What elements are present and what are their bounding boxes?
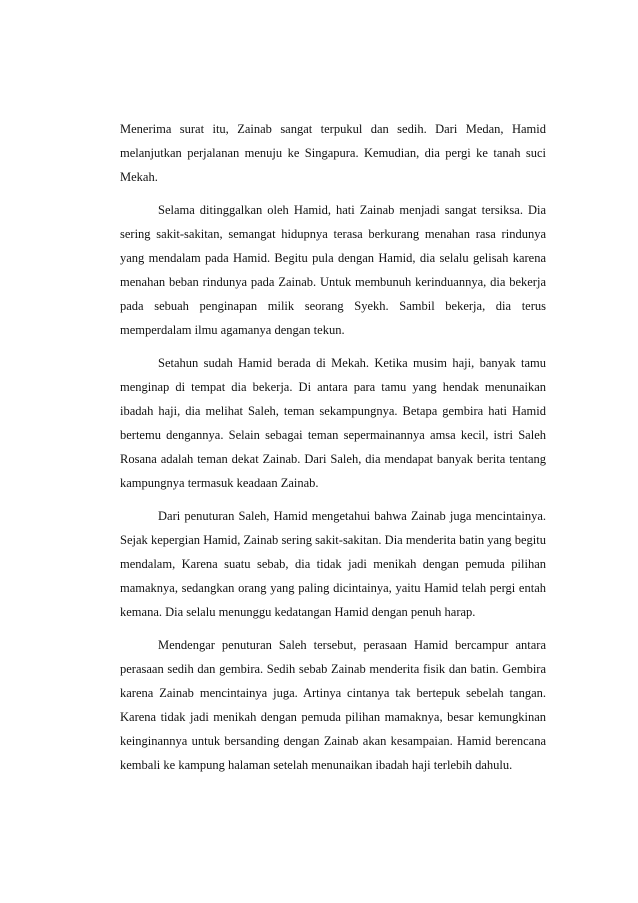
body-text [120,118,546,787]
paragraph-5: Mendengar penuturan Saleh tersebut, perasaan Hamid bercampur antara perasaan sedih dan gembira. Sedih sebab Zainab menderita fisik dan batin. Gembira karena Zainab mencintainya juga. Artinya cintanya tak bertepuk sebelah tangan. Karena tidak jadi menikah dengan pemuda pilihan mamaknya, besar kemungkinan keinginannya untuk bersanding dengan Zainab akan kesampaian. Hamid berencana kembali ke kampung halaman setelah menunaikan ibadah haji terlebih dahulu. [120,638,546,772]
paragraph-1: Menerima surat itu, Zainab sangat terpukul dan sedih. Dari Medan, Hamid melanjutkan perjalanan menuju ke Singapura. Kemudian, dia pergi ke tanah suci Mekah. [120,122,546,184]
paragraph-2: Selama ditinggalkan oleh Hamid, hati Zainab menjadi sangat tersiksa. Dia sering sakit-sakitan, semangat hidupnya terasa berkurang menahan rasa rindunya yang mendalam pada Hamid. Begitu pula dengan Hamid, dia selalu gelisah karena menahan beban rindunya pada Zainab. Untuk membunuh kerinduannya, dia bekerja pada sebuah penginapan milik seorang Syekh. Sambil bekerja, dia terus memperdalam ilmu agamanya dengan tekun. [120,203,546,337]
paragraph-3: Setahun sudah Hamid berada di Mekah. Ketika musim haji, banyak tamu menginap di tempat dia bekerja. Di antara para tamu yang hendak menunaikan ibadah haji, dia melihat Saleh, teman sekampungnya. Betapa gembira hati Hamid bertemu dengannya. Selain sebagai teman sepermainannya amsa kecil, istri Saleh Rosana adalah teman dekat Zainab. Dari Saleh, dia mendapat banyak berita tentang kampungnya termasuk keadaan Zainab. [120,356,546,490]
paragraph-4: Dari penuturan Saleh, Hamid mengetahui bahwa Zainab juga mencintainya. Sejak kepergian Hamid, Zainab sering sakit-sakitan. Dia menderita batin yang begitu mendalam, Karena suatu sebab, dia tidak jadi menikah dengan pemuda pilihan mamaknya, sedangkan orang yang paling dicintainya, yaitu Hamid telah pergi entah kemana. Dia selalu menunggu kedatangan Hamid dengan penuh harap. [120,509,546,619]
